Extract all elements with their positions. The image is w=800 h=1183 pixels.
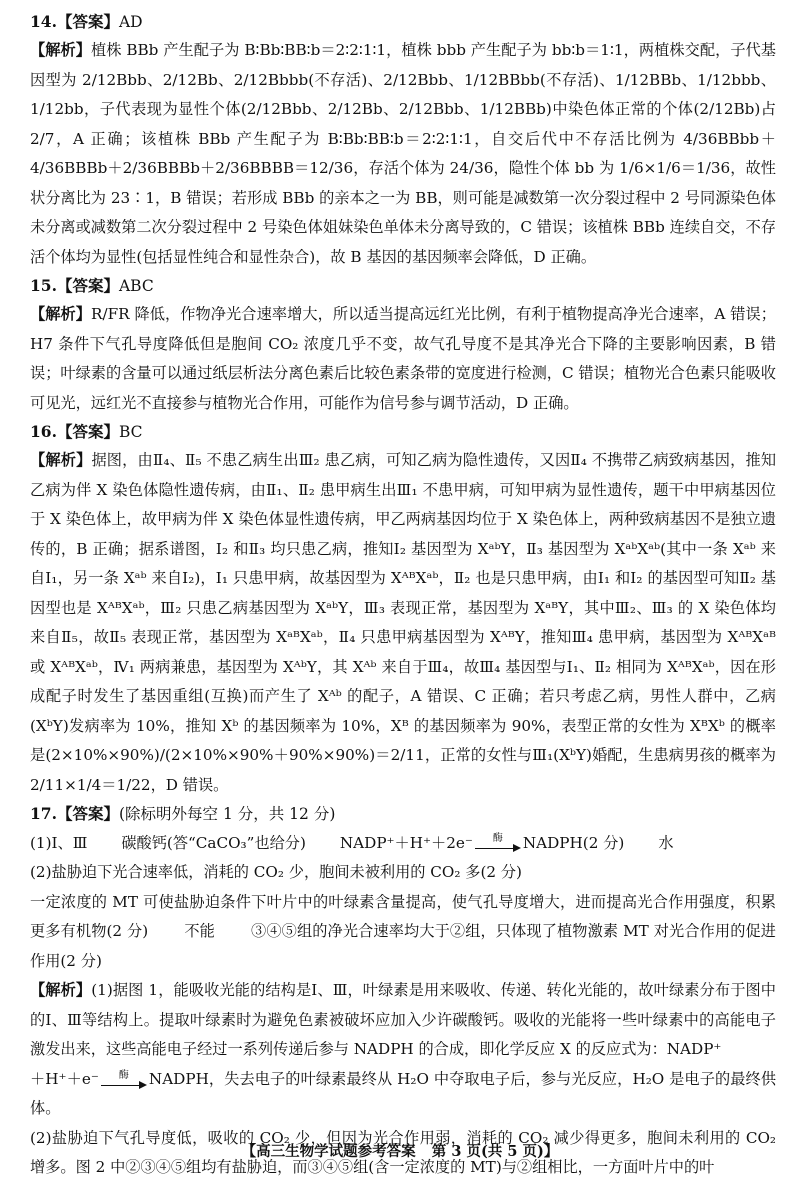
answer-value: AD <box>118 13 143 31</box>
answer-value: (除标明外每空 1 分，共 12 分) <box>118 805 336 823</box>
explanation-text: NADPH，失去电子的叶绿素最终从 H₂O 中夺取电子后，参与光反应，H₂O 是电子的最终供体。 <box>30 1069 777 1117</box>
question-15-answer <box>30 272 776 300</box>
explanation-text: (1)据图 1，能吸收光能的结构是Ⅰ、Ⅲ，叶绿素是用来吸收、传递、转化光能的，故叶绿素分布于图中的Ⅰ、Ⅲ等结构上。提取叶绿素时为避免色素被破坏应加入少许碳酸钙。吸收的光能将一些叶绿素中的高能电子激发出来，这些高能电子经过一系列传递后参与 NADPH 的合成，即化学反应 X 的反应式为：NADP⁺ <box>30 981 776 1058</box>
q17-explanation-1 <box>30 976 776 1065</box>
question-number: 14. <box>30 12 57 31</box>
question-number: 17. <box>30 804 57 823</box>
q17-ans-3c: ③④⑤组的净光合速率均大于②组，只体现了植物激素 MT 对光合作用的促进作用(2 分) <box>30 922 776 970</box>
q17-ans-1a: (1)Ⅰ、Ⅲ <box>30 834 88 852</box>
q17-explanation-1b <box>30 1065 776 1124</box>
explanation-label: 【解析】 <box>30 305 92 323</box>
q17-explanation-2: (2)盐胁迫下气孔导度低，吸收的 CO₂ 少，但因为光合作用弱，消耗的 CO₂ 减少得更多，胞间未利用的 CO₂ 增多。图 2 中②③④⑤组均有盐胁迫，而③④⑤组(含一定浓度的 MT)与②组相比，一方面叶片中的叶 <box>30 1128 776 1176</box>
q17-ans-3a: 一定浓度的 MT 可使盐胁迫条件下叶片中的叶绿素含量提高，使气孔导度增大，进而提高光合作用强度，积累更多有机物(2 分) <box>30 892 776 940</box>
footer-page-number: 第 3 页(共 5 页)】 <box>431 1143 559 1160</box>
answer-label: 【答案】 <box>56 804 119 823</box>
explanation-label: 【解析】 <box>30 451 92 469</box>
answer-value: BC <box>118 423 143 441</box>
footer-title: 【高三生物学试题参考答案 <box>241 1143 416 1160</box>
q17-ans-1c: NADP⁺＋H⁺＋2e⁻ <box>339 834 473 852</box>
question-number: 16. <box>30 422 57 441</box>
document-page <box>30 8 776 1183</box>
answer-label: 【答案】 <box>56 276 119 295</box>
question-14-answer <box>30 8 776 36</box>
q17-ans-1b: 碳酸钙(答“CaCO₃”也给分) <box>121 834 306 852</box>
q17-answer-line-1 <box>30 828 776 858</box>
arrow-right-icon <box>101 1081 147 1089</box>
explanation-text: R/FR 降低，作物净光合速率增大，所以适当提高远红光比例，有利于植物提高净光合速率，A 错误；H7 条件下气孔导度降低但是胞间 CO₂ 浓度几乎不变，故气孔导度不是其净光合下降的主要影响因素，B 错误；叶绿素的含量可以通过纸层析法分离色素后比较色素条带的宽度进行检测，C 错误；植物光合色素只能吸收可见光，远红光不直接参与植物光合作用，可能作为信号参与调节活动，D 正确。 <box>30 305 776 412</box>
q17-answer-line-2: (2)盐胁迫下光合速率低，消耗的 CO₂ 少，胞间未被利用的 CO₂ 多(2 分) <box>30 863 522 881</box>
answer-label: 【答案】 <box>56 12 119 31</box>
q17-ans-1d: NADPH(2 分) <box>522 834 625 852</box>
question-16-answer <box>30 418 776 446</box>
question-15-explanation <box>30 300 776 418</box>
q17-answer-line-3 <box>30 888 776 977</box>
q17-ans-3b: 不能 <box>184 922 215 940</box>
answer-label: 【答案】 <box>56 422 119 441</box>
question-16-explanation <box>30 446 776 800</box>
explanation-text: 据图，由Ⅱ₄、Ⅱ₅ 不患乙病生出Ⅲ₂ 患乙病，可知乙病为隐性遗传，又因Ⅱ₄ 不携带乙病致病基因，推知乙病为伴 X 染色体隐性遗传病，由Ⅱ₁、Ⅱ₂ 患甲病生出Ⅲ₁ 不患甲病，可知甲病为显性遗传，题干中甲病基因位于 X 染色体上，故甲病为伴 X 染色体显性遗传病，甲乙两病基因均位于 X 染色体上，两种致病基因不是独立遗传的，B 正确；据系谱图，Ⅰ₂ 和Ⅱ₃ 均只患乙病，推知Ⅰ₂ 基因型为 XᵃᵇY，Ⅱ₃ 基因型为 XᵃᵇXᵃᵇ(其中一条 Xᵃᵇ 来自Ⅰ₁，另一条 Xᵃᵇ 来自Ⅰ₂)，Ⅰ₁ 只患甲病，故基因型为 XᴬᴮXᵃᵇ，Ⅱ₂ 也是只患甲病，由Ⅰ₁ 和Ⅰ₂ 的基因型可知Ⅱ₂ 基因型也是 XᴬᴮXᵃᵇ，Ⅲ₂ 只患乙病基因型为 XᵃᵇY，Ⅲ₃ 表现正常，基因型为 XᵃᴮY，其中Ⅲ₂、Ⅲ₃ 的 X 染色体均来自Ⅱ₅，故Ⅱ₅ 表现正常，基因型为 XᵃᴮXᵃᵇ，Ⅱ₄ 只患甲病基因型为 XᴬᴮY，推知Ⅲ₄ 患甲病，基因型为 XᴬᴮXᵃᴮ 或 XᴬᴮXᵃᵇ，Ⅳ₁ 两病兼患，基因型为 XᴬᵇY，其 Xᴬᵇ 来自于Ⅲ₄，故Ⅲ₄ 基因型与Ⅰ₁、Ⅱ₂ 相同为 XᴬᴮXᵃᵇ，因在形成配子时发生了基因重组(互换)而产生了 Xᴬᵇ 的配子，A 错误、C 正确；若只考虑乙病，男性人群中，乙病(XᵇY)发病率为 10%，推知 Xᵇ 的基因频率为 10%，Xᴮ 的基因频率为 90%，表型正常的女性为 XᴮXᵇ 的概率是(2×10%×90%)/(2×10%×90%＋90%×90%)＝2/11，正常的女性与Ⅲ₁(XᵇY)婚配，生患病男孩的概率为 2/11×1/4＝1/22，D 错误。 <box>30 451 777 794</box>
answer-value: ABC <box>118 277 154 295</box>
page-footer <box>0 1140 800 1161</box>
arrow-right-icon <box>475 844 521 852</box>
enzyme-label: 酶 <box>492 833 503 844</box>
enzyme-label: 酶 <box>118 1069 129 1081</box>
explanation-label: 【解析】 <box>30 41 91 59</box>
q17-ans-1e: 水 <box>658 834 674 852</box>
reaction-left: ＋H⁺＋e⁻ <box>30 1069 99 1088</box>
question-17-answer <box>30 800 776 828</box>
explanation-label: 【解析】 <box>30 981 92 999</box>
explanation-text: 植株 BBb 产生配子为 B∶Bb∶BB∶b＝2∶2∶1∶1，植株 bbb 产生配子为 bb∶b＝1∶1，两植株交配，子代基因型为 2/12Bbb、2/12Bb、2/12Bbbb(不存活)、2/12Bbb、1/12BBbb(不存活)、1/12BBb、1/12bbb、1/12bb，子代表现为显性个体(2/12Bbb、2/12Bb、2/12Bbb、1/12BBb)中染色体正常的个体(2/12Bb)占 2/7，A 正确；该植株 BBb 产生配子为 B∶Bb∶BB∶b＝2∶2∶1∶1，自交后代中不存活比例为 4/36BBbb＋4/36BBBb＋2/36BBBb＋2/36BBBB＝12/36，存活个体为 24/36，隐性个体 bb 为 1/6×1/6＝1/36，故性状分离比为 23∶1，B 错误；若形成 BBb 的亲本之一为 BB，则可能是减数第一次分裂过程中 2 号同源染色体未分离或减数第二次分裂过程中 2 号染色体姐妹染色单体未分离导致的，C 错误；该植株 BBb 连续自交，不存活个体均为显性(包括显性纯合和显性杂合)，故 B 基因的基因频率会降低，D 正确。 <box>30 41 776 266</box>
reaction-arrow <box>101 1071 147 1089</box>
reaction-arrow <box>475 834 521 852</box>
question-number: 15. <box>30 276 57 295</box>
question-14-explanation <box>30 36 776 272</box>
